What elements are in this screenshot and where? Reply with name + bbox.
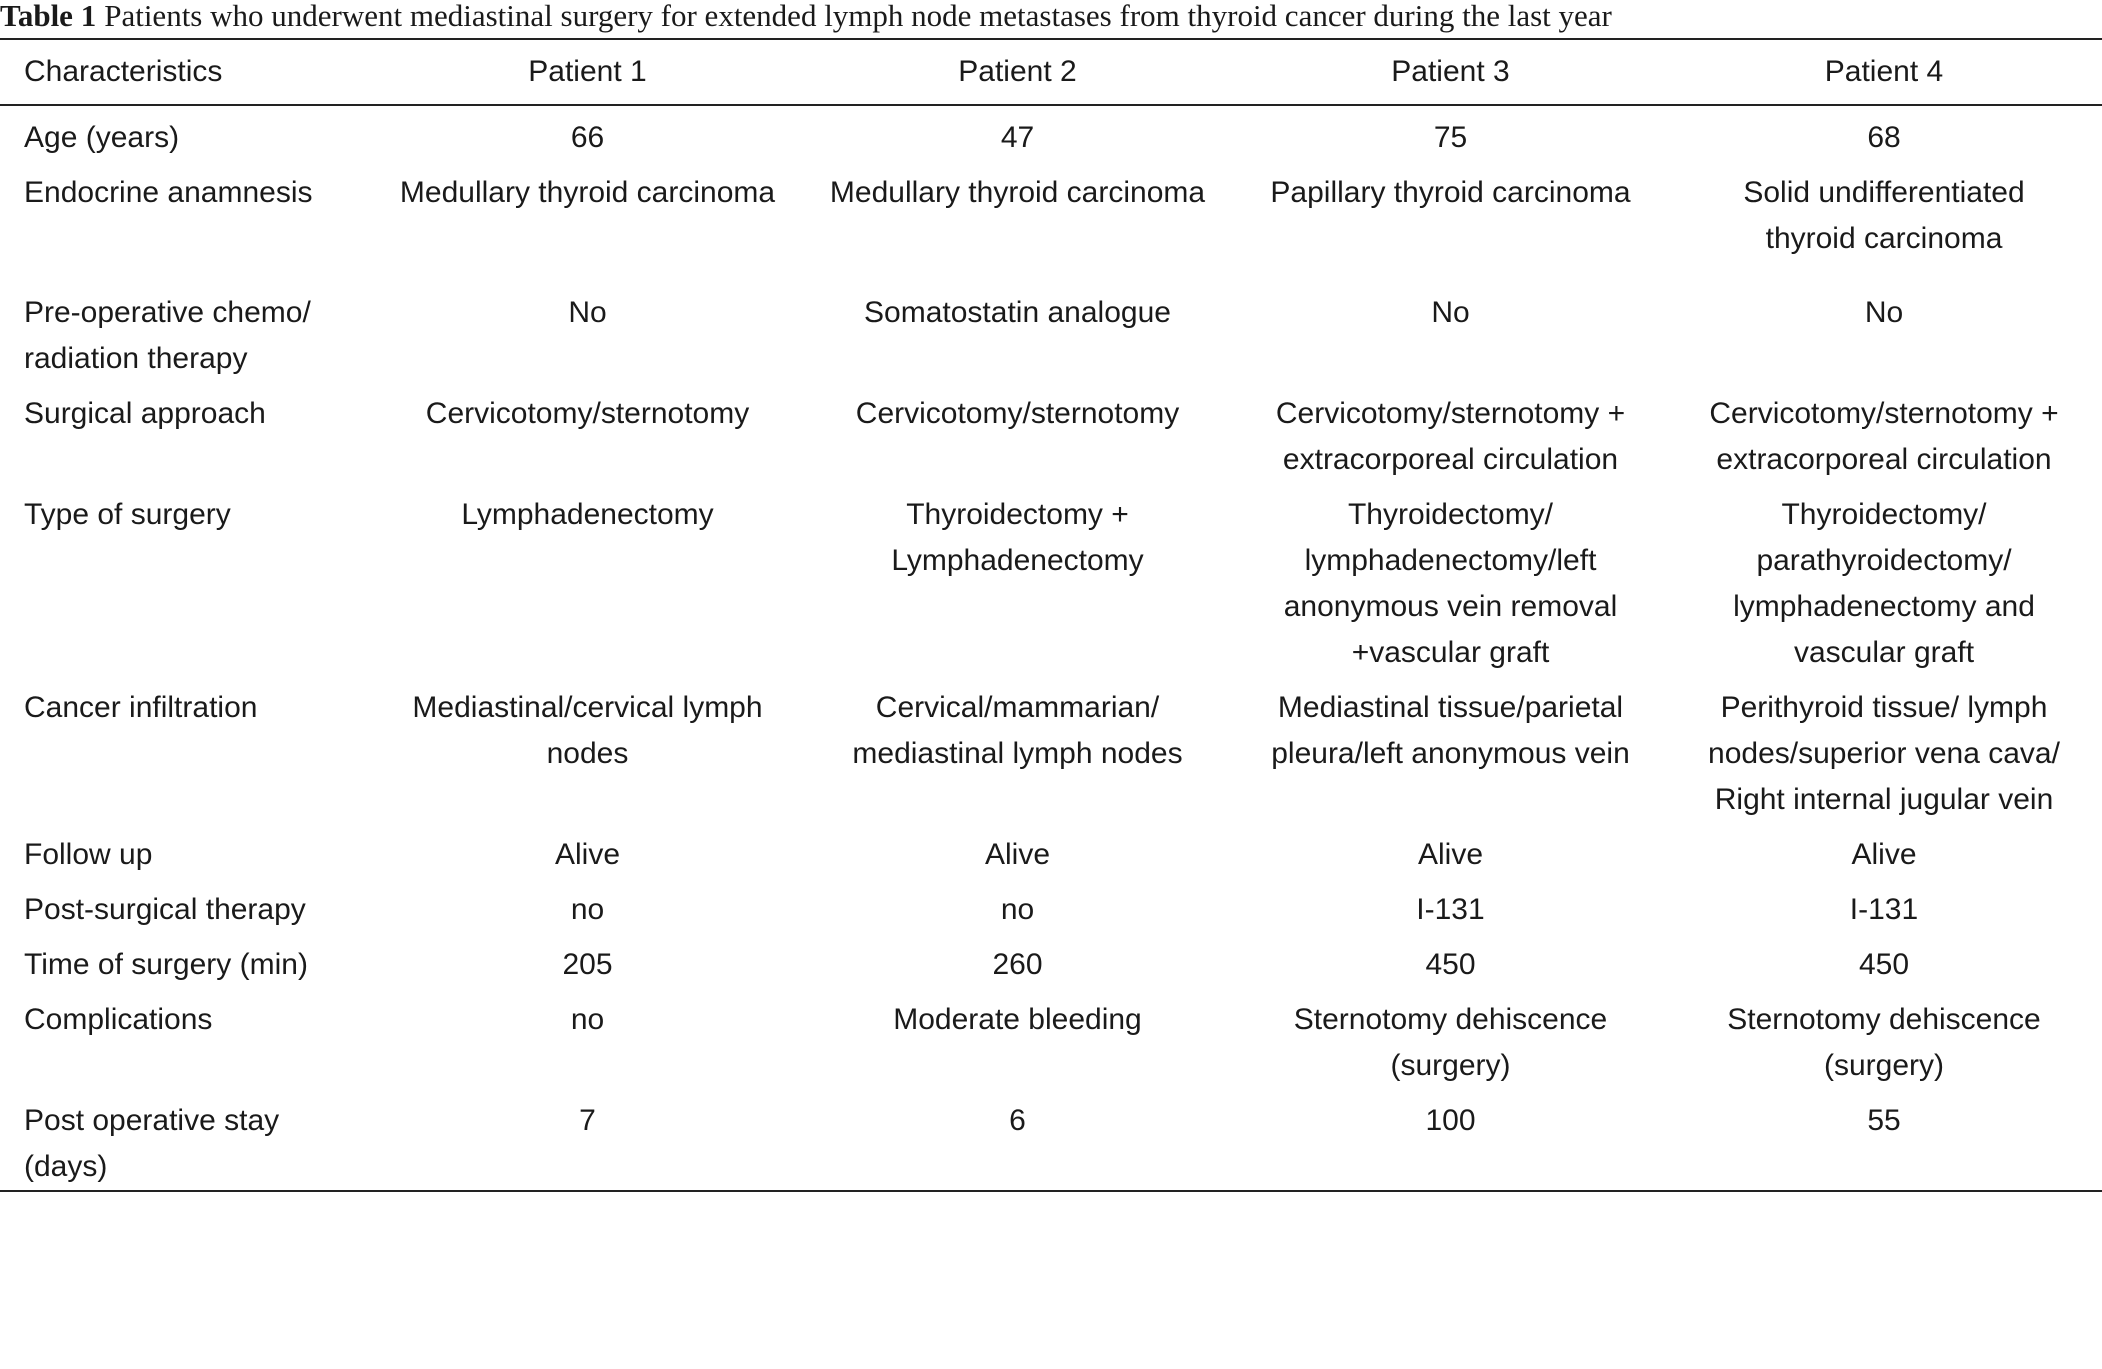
cell-line: 7 [579,1104,596,1137]
header-patient-2: Patient 2 [958,55,1077,88]
cell-line: Moderate bleeding [893,1003,1142,1036]
cell-line: Somatostatin analogue [864,296,1171,329]
patient-2-cell [800,1089,1235,1191]
cell-line: Cervicotomy/sternotomy [855,397,1180,430]
table-body [0,105,2102,1191]
table-row [0,382,2102,483]
row-label-cell [0,161,375,281]
patient-4-cell [1666,988,2102,1089]
cell-line: Medullary thyroid carcinoma [829,176,1206,209]
row-label-line: Surgical approach [24,397,266,430]
cell-line: Mediastinal/cervical lymph [412,691,763,724]
header-patient-1: Patient 1 [528,55,647,88]
cell-line: Cervical/mammarian/ [875,691,1160,724]
table-caption [0,0,2102,38]
patient-1-cell [375,823,800,878]
cell-line: Perithyroid tissue/ lymph [1720,691,2048,724]
patient-4-cell [1666,483,2102,676]
header-row [0,39,2102,105]
table-row [0,483,2102,676]
patient-4-cell [1666,382,2102,483]
row-label-cell [0,1089,375,1191]
patient-2-cell [800,676,1235,823]
patient-3-cell [1235,161,1666,281]
cell-line: I-131 [1416,893,1485,926]
row-label-line: Time of surgery (min) [24,948,308,981]
row-label-cell [0,878,375,933]
patient-1-cell [375,676,800,823]
patient-2-cell [800,161,1235,281]
table-row [0,105,2102,161]
table-row [0,878,2102,933]
cell-line: Thyroidectomy/ [1781,498,1987,531]
patient-4-cell [1666,676,2102,823]
table-row [0,933,2102,988]
patient-2-cell [800,988,1235,1089]
patient-1-cell [375,878,800,933]
cell-line: lymphadenectomy/left [1304,544,1597,577]
patient-3-cell [1235,933,1666,988]
cell-line: 100 [1425,1104,1476,1137]
header-patient-4: Patient 4 [1824,55,1944,88]
patient-3-cell [1235,988,1666,1089]
patient-1-cell [375,105,800,161]
cell-line: no [570,1003,605,1036]
patient-1-cell [375,281,800,382]
row-label-line: radiation therapy [24,342,248,375]
cell-line: Sternotomy dehiscence [1293,1003,1608,1036]
cell-line: Alive [1851,838,1917,871]
cell-line: No [1431,296,1470,329]
cell-line: 68 [1867,121,1901,154]
patient-2-cell [800,382,1235,483]
cell-line: No [1864,296,1904,329]
row-label-line: Endocrine anamnesis [24,176,313,209]
cell-line: parathyroidectomy/ [1756,544,2012,577]
cell-line: extracorporeal circulation [1282,443,1619,476]
cell-line: mediastinal lymph nodes [852,737,1183,770]
patient-4-cell [1666,878,2102,933]
patient-3-cell [1235,105,1666,161]
table-row [0,161,2102,281]
cell-line: extracorporeal circulation [1716,443,2052,476]
cell-line: Right internal jugular vein [1714,783,2054,816]
table-row [0,281,2102,382]
cell-line: Medullary thyroid carcinoma [399,176,776,209]
cell-line: Thyroidectomy/ [1347,498,1554,531]
cell-line: 75 [1433,121,1468,154]
row-label-line: (days) [24,1150,108,1183]
cell-line: Alive [984,838,1051,871]
cell-line: Cervicotomy/sternotomy [425,397,750,430]
patient-3-cell [1235,878,1666,933]
patient-4-cell [1666,161,2102,281]
cell-line: No [568,296,607,329]
patient-4-cell [1666,1089,2102,1191]
cell-line: 66 [570,121,605,154]
row-label-cell [0,676,375,823]
row-label-cell [0,281,375,382]
table-row [0,1089,2102,1191]
table-row [0,676,2102,823]
patient-characteristics-table [0,38,2102,1192]
patient-2-cell [800,878,1235,933]
cell-line: nodes/superior vena cava/ [1708,737,2060,770]
table-row [0,823,2102,878]
cell-line: Mediastinal tissue/parietal [1277,691,1624,724]
cell-line: Sternotomy dehiscence [1727,1003,2041,1036]
patient-2-cell [800,105,1235,161]
cell-line: Cervicotomy/sternotomy + [1275,397,1626,430]
patient-3-cell [1235,676,1666,823]
patient-1-cell [375,161,800,281]
patient-3-cell [1235,382,1666,483]
table-header [0,39,2102,105]
row-label-cell [0,105,375,161]
cell-line: nodes [546,737,629,770]
row-label-line: Post-surgical therapy [24,893,306,926]
cell-line: 450 [1425,948,1476,981]
patient-3-cell [1235,483,1666,676]
patient-2-cell [800,823,1235,878]
patient-1-cell [375,382,800,483]
patient-3-cell [1235,823,1666,878]
row-label-line: Follow up [24,838,153,871]
row-label-cell [0,483,375,676]
patient-4-cell [1666,933,2102,988]
cell-line: Lymphadenectomy [461,498,714,531]
row-label-cell [0,933,375,988]
cell-line: 6 [1009,1104,1026,1137]
row-label-line: Cancer infiltration [24,691,258,724]
patient-1-cell [375,1089,800,1191]
cell-line: 260 [992,948,1043,981]
header-patient-3: Patient 3 [1391,55,1510,88]
patient-4-cell [1666,105,2102,161]
patient-3-cell [1235,1089,1666,1191]
cell-line: anonymous vein removal [1283,590,1618,623]
patient-4-cell [1666,281,2102,382]
cell-line: vascular graft [1793,636,1975,669]
cell-line: +vascular graft [1351,636,1550,669]
row-label-line: Post operative stay [24,1104,280,1137]
patient-2-cell [800,933,1235,988]
row-label-cell [0,823,375,878]
cell-line: 450 [1858,948,1910,981]
patient-3-cell [1235,281,1666,382]
cell-line: Thyroidectomy + [906,498,1129,531]
cell-line: 205 [562,948,613,981]
cell-line: no [570,893,605,926]
cell-line: I-131 [1849,893,1919,926]
cell-line: Solid undifferentiated [1743,176,2025,209]
cell-line: thyroid carcinoma [1765,222,2003,255]
header-characteristics: Characteristics [24,55,223,88]
cell-line: Cervicotomy/sternotomy + [1709,397,2059,430]
cell-line: Alive [1417,838,1484,871]
row-label-line: Age (years) [24,121,180,154]
patient-1-cell [375,933,800,988]
cell-line: Lymphadenectomy [891,544,1144,577]
cell-line: 55 [1867,1104,1901,1137]
table-row [0,988,2102,1089]
row-label-line: Type of surgery [24,498,231,531]
table-caption-text: Patients who underwent mediastinal surgery for extended lymph node metastases from thyroid cancer during the last year [104,0,1612,33]
row-label-cell [0,988,375,1089]
cell-line: Alive [554,838,621,871]
cell-line: 47 [1000,121,1035,154]
table-caption-label: Table 1 [0,0,97,33]
cell-line: no [1000,893,1035,926]
cell-line: lymphadenectomy and [1733,590,2035,623]
patient-1-cell [375,483,800,676]
patient-2-cell [800,281,1235,382]
patient-4-cell [1666,823,2102,878]
patient-2-cell [800,483,1235,676]
cell-line: pleura/left anonymous vein [1271,737,1630,770]
patient-1-cell [375,988,800,1089]
row-label-line: Complications [24,1003,213,1036]
cell-line: Papillary thyroid carcinoma [1270,176,1631,209]
cell-line: (surgery) [1390,1049,1511,1082]
row-label-line: Pre-operative chemo/ [24,296,311,329]
cell-line: (surgery) [1823,1049,1944,1082]
row-label-cell [0,382,375,483]
